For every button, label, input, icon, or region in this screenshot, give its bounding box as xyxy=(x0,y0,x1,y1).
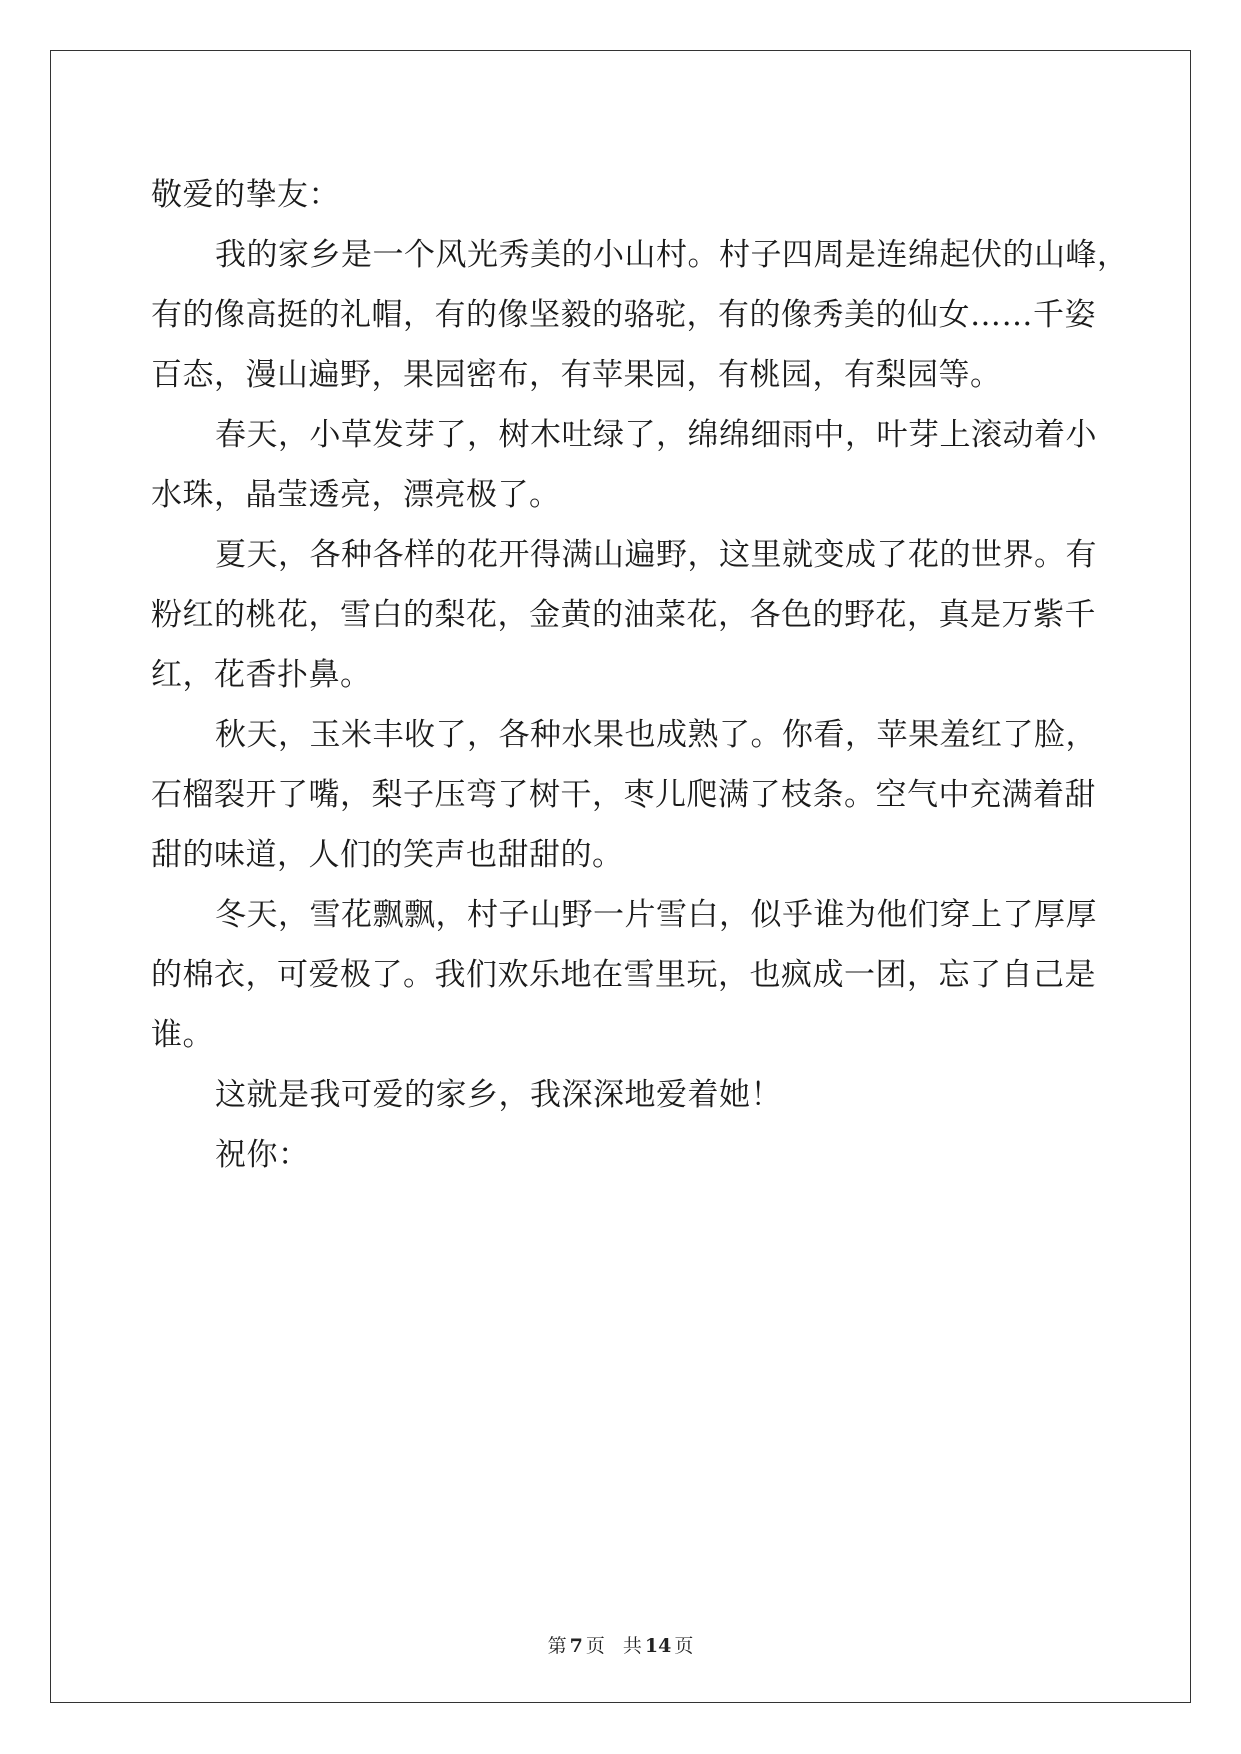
paragraph-line: 水珠，晶莹透亮，漂亮极了。 xyxy=(151,477,561,513)
total-prefix: 共 xyxy=(622,1635,642,1657)
paragraph-line: 祝你： xyxy=(215,1137,310,1173)
paragraph-line: 粉红的桃花，雪白的梨花，金黄的油菜花，各色的野花，真是万紫千 xyxy=(151,597,1096,633)
paragraph-line: 的棉衣，可爱极了。我们欢乐地在雪里玩，也疯成一团，忘了自己是 xyxy=(151,957,1096,993)
paragraph-hometown xyxy=(151,225,1129,405)
paragraph-line: 红，花香扑鼻。 xyxy=(151,657,372,693)
paragraph-line: 秋天，玉米丰收了，各种水果也成熟了。你看，苹果羞红了脸， xyxy=(215,717,1097,753)
page-footer xyxy=(0,1631,1241,1658)
paragraph-line: 百态，漫山遍野，果园密布，有苹果园，有桃园，有梨园等。 xyxy=(151,357,1002,393)
paragraph-line: 冬天，雪花飘飘，村子山野一片雪白，似乎谁为他们穿上了厚厚 xyxy=(215,897,1097,933)
paragraph-line: 夏天，各种各样的花开得满山遍野，这里就变成了花的世界。有 xyxy=(215,537,1097,573)
total-pages: 14 xyxy=(644,1635,672,1657)
paragraph-closing xyxy=(151,1065,1091,1125)
paragraph-line: 有的像高挺的礼帽，有的像坚毅的骆驼，有的像秀美的仙女……千姿 xyxy=(151,297,1096,333)
salutation: 敬爱的挚友： xyxy=(151,177,340,213)
letter-body xyxy=(151,165,1129,1185)
paragraph-spring xyxy=(151,405,1097,525)
paragraph-winter xyxy=(151,885,1097,1065)
paragraph-line: 谁。 xyxy=(151,1017,214,1053)
paragraph-autumn xyxy=(151,705,1097,885)
paragraph-line: 甜的味道，人们的笑声也甜甜的。 xyxy=(151,837,624,873)
paragraph-line: 春天，小草发芽了，树木吐绿了，绵绵细雨中，叶芽上滚动着小 xyxy=(215,417,1097,453)
paragraph-line: 这就是我可爱的家乡，我深深地爱着她！ xyxy=(215,1077,782,1113)
page-number: 7 xyxy=(569,1635,583,1657)
paragraph-line: 石榴裂开了嘴，梨子压弯了树干，枣儿爬满了枝条。空气中充满着甜 xyxy=(151,777,1096,813)
paragraph-summer xyxy=(151,525,1097,705)
paragraph-line: 我的家乡是一个风光秀美的小山村。村子四周是连绵起伏的山峰， xyxy=(215,237,1129,273)
page-prefix: 第 xyxy=(547,1635,567,1657)
page-suffix: 页 xyxy=(585,1635,605,1657)
total-suffix: 页 xyxy=(674,1635,694,1657)
paragraph-wish xyxy=(151,1125,1091,1185)
